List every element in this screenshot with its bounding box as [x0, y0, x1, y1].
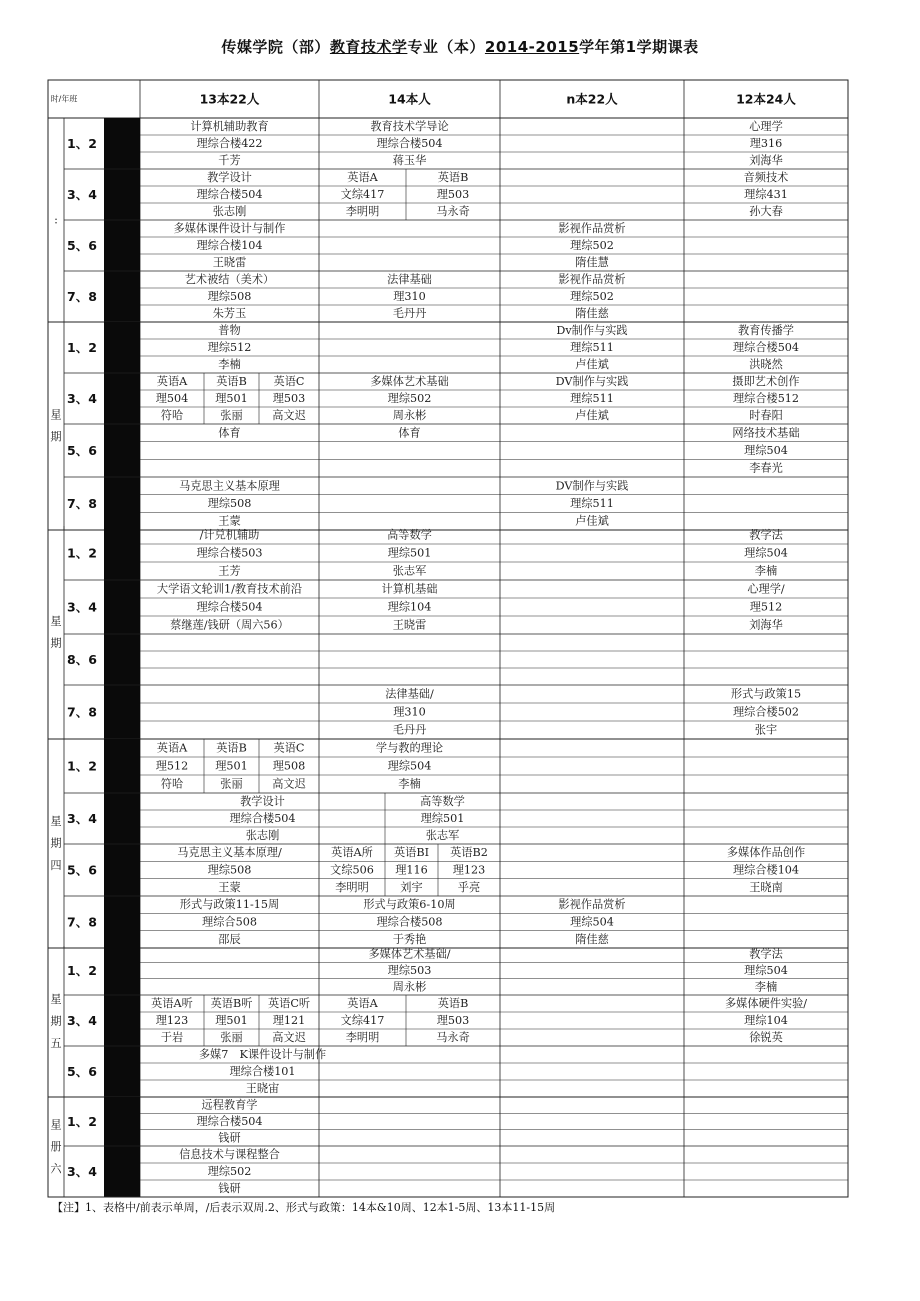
day-label-char: 星	[50, 408, 62, 422]
course-line: 毛丹丹	[392, 723, 427, 737]
course-line: 理综502	[387, 392, 432, 405]
course-line: 影视作品赏析	[558, 898, 626, 912]
course-line: 蒋玉华	[392, 154, 427, 167]
course-line: 隋佳慈	[575, 932, 609, 946]
black-bar	[104, 844, 140, 896]
course-line: 于秀艳	[392, 932, 427, 946]
course-line: DV制作与实践	[555, 375, 629, 388]
course-line: 蔡继莲/钱研（周六56）	[170, 618, 289, 632]
class-header-3: n本22人	[566, 91, 618, 107]
period-label: 3、4	[67, 391, 97, 406]
day-label-char: 期	[50, 430, 62, 444]
period-label: 3、4	[67, 1013, 97, 1028]
period-label: 7、8	[67, 496, 97, 511]
course-line: 李楠	[754, 980, 778, 994]
course-line: 多媒体课件设计与制作	[173, 222, 286, 235]
course-line: 形式与政策6-10周	[363, 898, 456, 912]
course-line: 文综506	[330, 863, 374, 877]
course-line: 形式与政策15	[730, 687, 802, 701]
day-label-char: 星	[50, 1118, 62, 1132]
course-line: 英语B听	[210, 997, 253, 1010]
course-line: 理综511	[570, 341, 614, 354]
course-line: 教学设计	[207, 171, 252, 184]
black-bar	[104, 739, 140, 793]
course-line: 英语A	[156, 741, 188, 755]
course-line: 徐锐英	[749, 1031, 783, 1044]
course-line: 文综417	[340, 1014, 385, 1027]
course-line: 理综502	[570, 239, 614, 252]
table-border	[48, 80, 848, 1197]
course-line: 李楠	[754, 564, 778, 578]
title-major: 教育技术学	[329, 38, 408, 56]
course-line: 心理学/	[747, 582, 785, 596]
course-line: 理综合楼502	[732, 705, 800, 719]
course-line: 法律基础/	[385, 687, 434, 701]
course-line: 影视作品赏析	[558, 273, 626, 286]
course-line: 张丽	[220, 409, 243, 422]
course-line: 王蒙	[218, 514, 241, 528]
course-line: 英语B	[437, 171, 469, 184]
course-line: 远程教育学	[201, 1098, 258, 1112]
black-bar	[104, 995, 140, 1046]
course-line: 理综504	[744, 444, 788, 457]
class-header-1: 13本22人	[199, 91, 260, 107]
period-label: 7、8	[67, 289, 97, 304]
black-bar	[104, 946, 140, 995]
class-header-4: 12本24人	[736, 91, 796, 107]
black-bar	[104, 634, 140, 685]
course-line: 理501	[215, 759, 248, 773]
period-label: 1、2	[67, 136, 97, 151]
course-line: 理综511	[570, 497, 614, 510]
period-label: 5、6	[67, 238, 97, 253]
course-line: 理综合楼504	[229, 812, 296, 825]
course-line: 理综504	[744, 546, 788, 560]
header-corner-label: 时/年班	[50, 94, 78, 104]
course-line: 理综503	[387, 964, 432, 977]
course-line: 形式与政策11-15周	[179, 898, 280, 912]
course-line: 网络技术基础	[732, 426, 800, 440]
course-line: 计算机基础	[381, 582, 438, 596]
black-bar	[104, 526, 140, 580]
course-line: 理310	[393, 705, 426, 719]
course-line: 摄即艺术创作	[732, 375, 800, 388]
course-line: 理综501	[420, 812, 465, 825]
course-line: 李明明	[345, 205, 380, 218]
course-line: 毛丹丹	[392, 307, 427, 320]
course-line: 理综合楼422	[196, 137, 263, 150]
black-bar	[104, 685, 140, 739]
course-line: 理综508	[207, 290, 252, 303]
course-line: 大学语文轮训1/教育技术前沿	[156, 582, 303, 596]
course-line: 信息技术与课程整合	[179, 1148, 280, 1161]
course-line: 理综104	[744, 1014, 788, 1027]
course-line: 多媒体作品创作	[726, 846, 806, 860]
course-line: 英语A	[347, 171, 378, 184]
course-line: 理综合楼101	[229, 1065, 296, 1078]
course-line: 高等数学	[420, 795, 465, 808]
course-line: 影视作品赏析	[558, 222, 626, 235]
course-line: 高文迟	[272, 409, 306, 422]
course-line: 理综512	[207, 341, 252, 354]
course-line: 朱芳玉	[212, 307, 247, 320]
black-bar	[104, 220, 140, 271]
course-line: 理综合楼504	[196, 600, 263, 614]
black-bar	[104, 793, 140, 844]
course-line: 邵辰	[218, 932, 241, 946]
day-label-char: 星	[50, 815, 62, 828]
title-term: 1	[625, 38, 637, 56]
black-bar	[104, 1046, 140, 1097]
black-bar	[104, 1097, 140, 1146]
course-line: 英语A所	[331, 846, 373, 860]
course-line: 理503	[272, 392, 306, 405]
period-label: 3、4	[67, 811, 97, 826]
course-line: 王蒙	[218, 880, 241, 894]
title-part3: 专业（本）	[407, 38, 485, 56]
course-line: 理504	[155, 392, 189, 405]
black-bar	[104, 580, 140, 634]
black-bar	[104, 896, 140, 948]
black-bar	[104, 373, 140, 424]
course-line: 钱研	[218, 1182, 241, 1195]
course-line: 多媒7 K课件设计与制作	[198, 1048, 327, 1061]
course-line: 刘海华	[749, 618, 783, 632]
course-line: 理512	[155, 759, 189, 773]
course-line: 周永彬	[392, 409, 427, 422]
course-line: 钱研	[218, 1131, 241, 1145]
course-line: 理综合楼504	[732, 341, 800, 354]
black-bar	[104, 424, 140, 477]
course-line: /计兑机辅助	[199, 528, 260, 542]
period-label: 5、6	[67, 862, 97, 878]
title-part1: 传媒学院（部）	[221, 38, 330, 56]
course-line: 英语C	[273, 741, 305, 755]
course-line: 理综合楼104	[196, 239, 263, 252]
course-line: 教学法	[749, 528, 783, 542]
course-line: 理503	[436, 188, 470, 201]
day-label-char: 四	[50, 859, 62, 872]
course-line: 心理学	[749, 120, 783, 133]
course-line: 理综504	[744, 964, 788, 977]
course-line: 理123	[155, 1014, 189, 1027]
course-line: 英语A听	[151, 997, 193, 1010]
course-line: 张志刚	[212, 205, 247, 218]
title-year: 2014-2015	[484, 38, 580, 56]
course-line: 理综合楼504	[376, 137, 443, 150]
course-line: 李春光	[749, 461, 783, 475]
course-line: 理512	[749, 600, 783, 614]
course-line: 理综511	[570, 392, 614, 405]
course-line: 马克思主义基本原理/	[177, 846, 282, 860]
day-label-char: 六	[50, 1162, 62, 1176]
course-line: 符哈	[160, 409, 184, 422]
black-bar	[104, 271, 140, 322]
course-line: 隋佳慧	[575, 256, 609, 269]
course-line: 李明明	[345, 1031, 380, 1044]
course-line: 符哈	[160, 777, 184, 791]
course-line: 王晓宙	[245, 1082, 280, 1095]
course-line: 理116	[395, 863, 428, 877]
period-label: 1、2	[67, 545, 97, 561]
course-line: 理综502	[207, 1165, 252, 1178]
course-line: 多媒体艺术基础/	[368, 947, 451, 961]
course-line: 多媒体艺术基础	[370, 375, 449, 388]
course-line: 张丽	[220, 1031, 243, 1044]
course-line: 理综502	[570, 290, 614, 303]
period-label: 3、4	[67, 1164, 97, 1179]
period-label: 1、2	[67, 963, 97, 978]
course-line: 时春阳	[749, 409, 783, 422]
course-line: 理501	[215, 392, 248, 405]
course-line: 李楠	[398, 777, 421, 791]
course-line: 英语A	[156, 375, 188, 388]
course-line: 高等数学	[387, 528, 432, 542]
day-label-char: :	[54, 213, 58, 227]
course-line: 英语C听	[267, 997, 311, 1010]
course-line: 理综508	[207, 863, 252, 877]
course-line: 张丽	[220, 777, 243, 791]
course-line: 理综合楼503	[196, 546, 263, 560]
course-line: 隋佳慈	[575, 307, 609, 320]
course-line: 理综504	[387, 759, 432, 773]
course-line: 理310	[393, 290, 426, 303]
day-label-char: 星	[50, 993, 62, 1006]
course-line: 文综417	[340, 188, 385, 201]
day-label-char: 星	[50, 615, 62, 628]
day-label-char: 期	[50, 1015, 62, 1028]
black-bar	[104, 1146, 140, 1197]
period-label: 5、6	[67, 1064, 97, 1079]
course-line: 英语B	[216, 741, 247, 755]
period-label: 7、8	[67, 914, 97, 930]
course-line: 卢佳斌	[575, 409, 609, 422]
course-line: 理综合楼504	[196, 1115, 263, 1128]
course-line: 理综508	[207, 497, 252, 510]
black-bar	[104, 322, 140, 373]
course-line: 理121	[272, 1014, 306, 1027]
course-line: 教育技术学导论	[370, 120, 449, 133]
course-line: 理综104	[387, 600, 432, 614]
period-label: 8、6	[67, 652, 97, 667]
course-line: 张志军	[392, 564, 427, 578]
footnote: 【注】1、表格中/前表示单周，/后表示双周.2、形式与政策：14本&10周、12本1-5周、13本11-15周	[52, 1201, 556, 1214]
black-bar	[104, 477, 140, 530]
course-line: 王芳	[218, 564, 241, 578]
course-line: 理123	[452, 863, 486, 877]
period-label: 3、4	[67, 187, 97, 202]
period-label: 3、4	[67, 599, 97, 615]
course-line: 理501	[215, 1014, 248, 1027]
class-header-2: 14本人	[388, 91, 431, 107]
course-line: 理508	[272, 759, 306, 773]
course-line: 艺术被结（美术）	[184, 273, 275, 286]
course-line: 张志刚	[245, 829, 280, 842]
course-line: 理503	[436, 1014, 470, 1027]
course-line: 英语B	[437, 997, 469, 1010]
course-line: 理316	[749, 137, 783, 150]
course-line: 马克思主义基本原理	[179, 479, 280, 493]
day-label-char: 册	[50, 1140, 62, 1154]
title-part5: 学期课表	[636, 38, 699, 56]
course-line: 法律基础	[387, 273, 432, 286]
course-line: 李楠	[218, 358, 241, 371]
title-part4: 学年第	[579, 38, 626, 56]
course-line: 王晓南	[749, 880, 783, 894]
course-line: 于岩	[160, 1031, 184, 1044]
course-line: 音频技术	[743, 171, 789, 184]
course-line: 王晓雷	[392, 618, 427, 632]
course-line: 马永奇	[436, 1031, 470, 1044]
course-line: 英语A	[347, 997, 378, 1010]
course-line: 体育	[218, 426, 241, 440]
course-line: 计算机辅助教育	[190, 120, 269, 133]
course-line: 刘宇	[400, 880, 423, 894]
course-line: 教育传播学	[738, 324, 794, 337]
day-label-char: 五	[50, 1037, 62, 1050]
course-line: 卢佳斌	[575, 514, 609, 528]
day-label-char: 期	[50, 637, 62, 650]
course-line: DV制作与实践	[555, 479, 629, 493]
course-line: 张志军	[425, 829, 460, 842]
course-line: 乎亮	[457, 880, 481, 894]
course-line: 张宇	[754, 723, 778, 737]
course-line: 英语C	[273, 375, 305, 388]
period-label: 7、8	[67, 704, 97, 720]
day-label-char: 期	[50, 837, 62, 850]
course-line: 教学法	[749, 947, 783, 961]
course-line: 李明明	[335, 880, 369, 894]
course-line: 周永彬	[392, 980, 427, 994]
period-label: 5、6	[67, 443, 97, 458]
course-line: 洪晓然	[749, 358, 783, 371]
course-line: 卢佳斌	[575, 358, 609, 371]
course-line: 英语BI	[393, 846, 430, 860]
course-line: 孙大春	[749, 205, 783, 218]
course-line: 英语B	[216, 375, 247, 388]
course-line: 体育	[398, 426, 421, 440]
black-bar	[104, 118, 140, 169]
course-line: 普物	[218, 324, 241, 337]
course-line: 高文迟	[272, 1031, 306, 1044]
course-line: Dv制作与实践	[556, 324, 628, 337]
course-line: 学与教的理论	[375, 741, 444, 755]
course-line: 理综合楼512	[732, 392, 800, 405]
course-line: 理综合楼104	[732, 863, 800, 877]
course-line: 理综431	[744, 188, 788, 201]
course-line: 王晓雷	[212, 256, 247, 269]
course-line: 理综合508	[202, 915, 257, 929]
course-line: 理综合楼508	[376, 915, 443, 929]
period-label: 1、2	[67, 1114, 97, 1129]
period-label: 1、2	[67, 340, 97, 355]
period-label: 1、2	[67, 758, 97, 774]
course-line: 高文迟	[272, 777, 306, 791]
course-line: 理综504	[570, 915, 614, 929]
course-line: 马永奇	[436, 205, 470, 218]
black-bar	[104, 169, 140, 220]
course-line: 多媒体硬件实验/	[724, 997, 808, 1010]
course-line: 刘海华	[749, 154, 783, 167]
course-line: 教学设计	[240, 795, 285, 808]
course-line: 理综501	[387, 546, 432, 560]
course-line: 英语B2	[450, 846, 488, 860]
course-line: 千芳	[218, 154, 241, 167]
course-line: 理综合楼504	[196, 188, 263, 201]
